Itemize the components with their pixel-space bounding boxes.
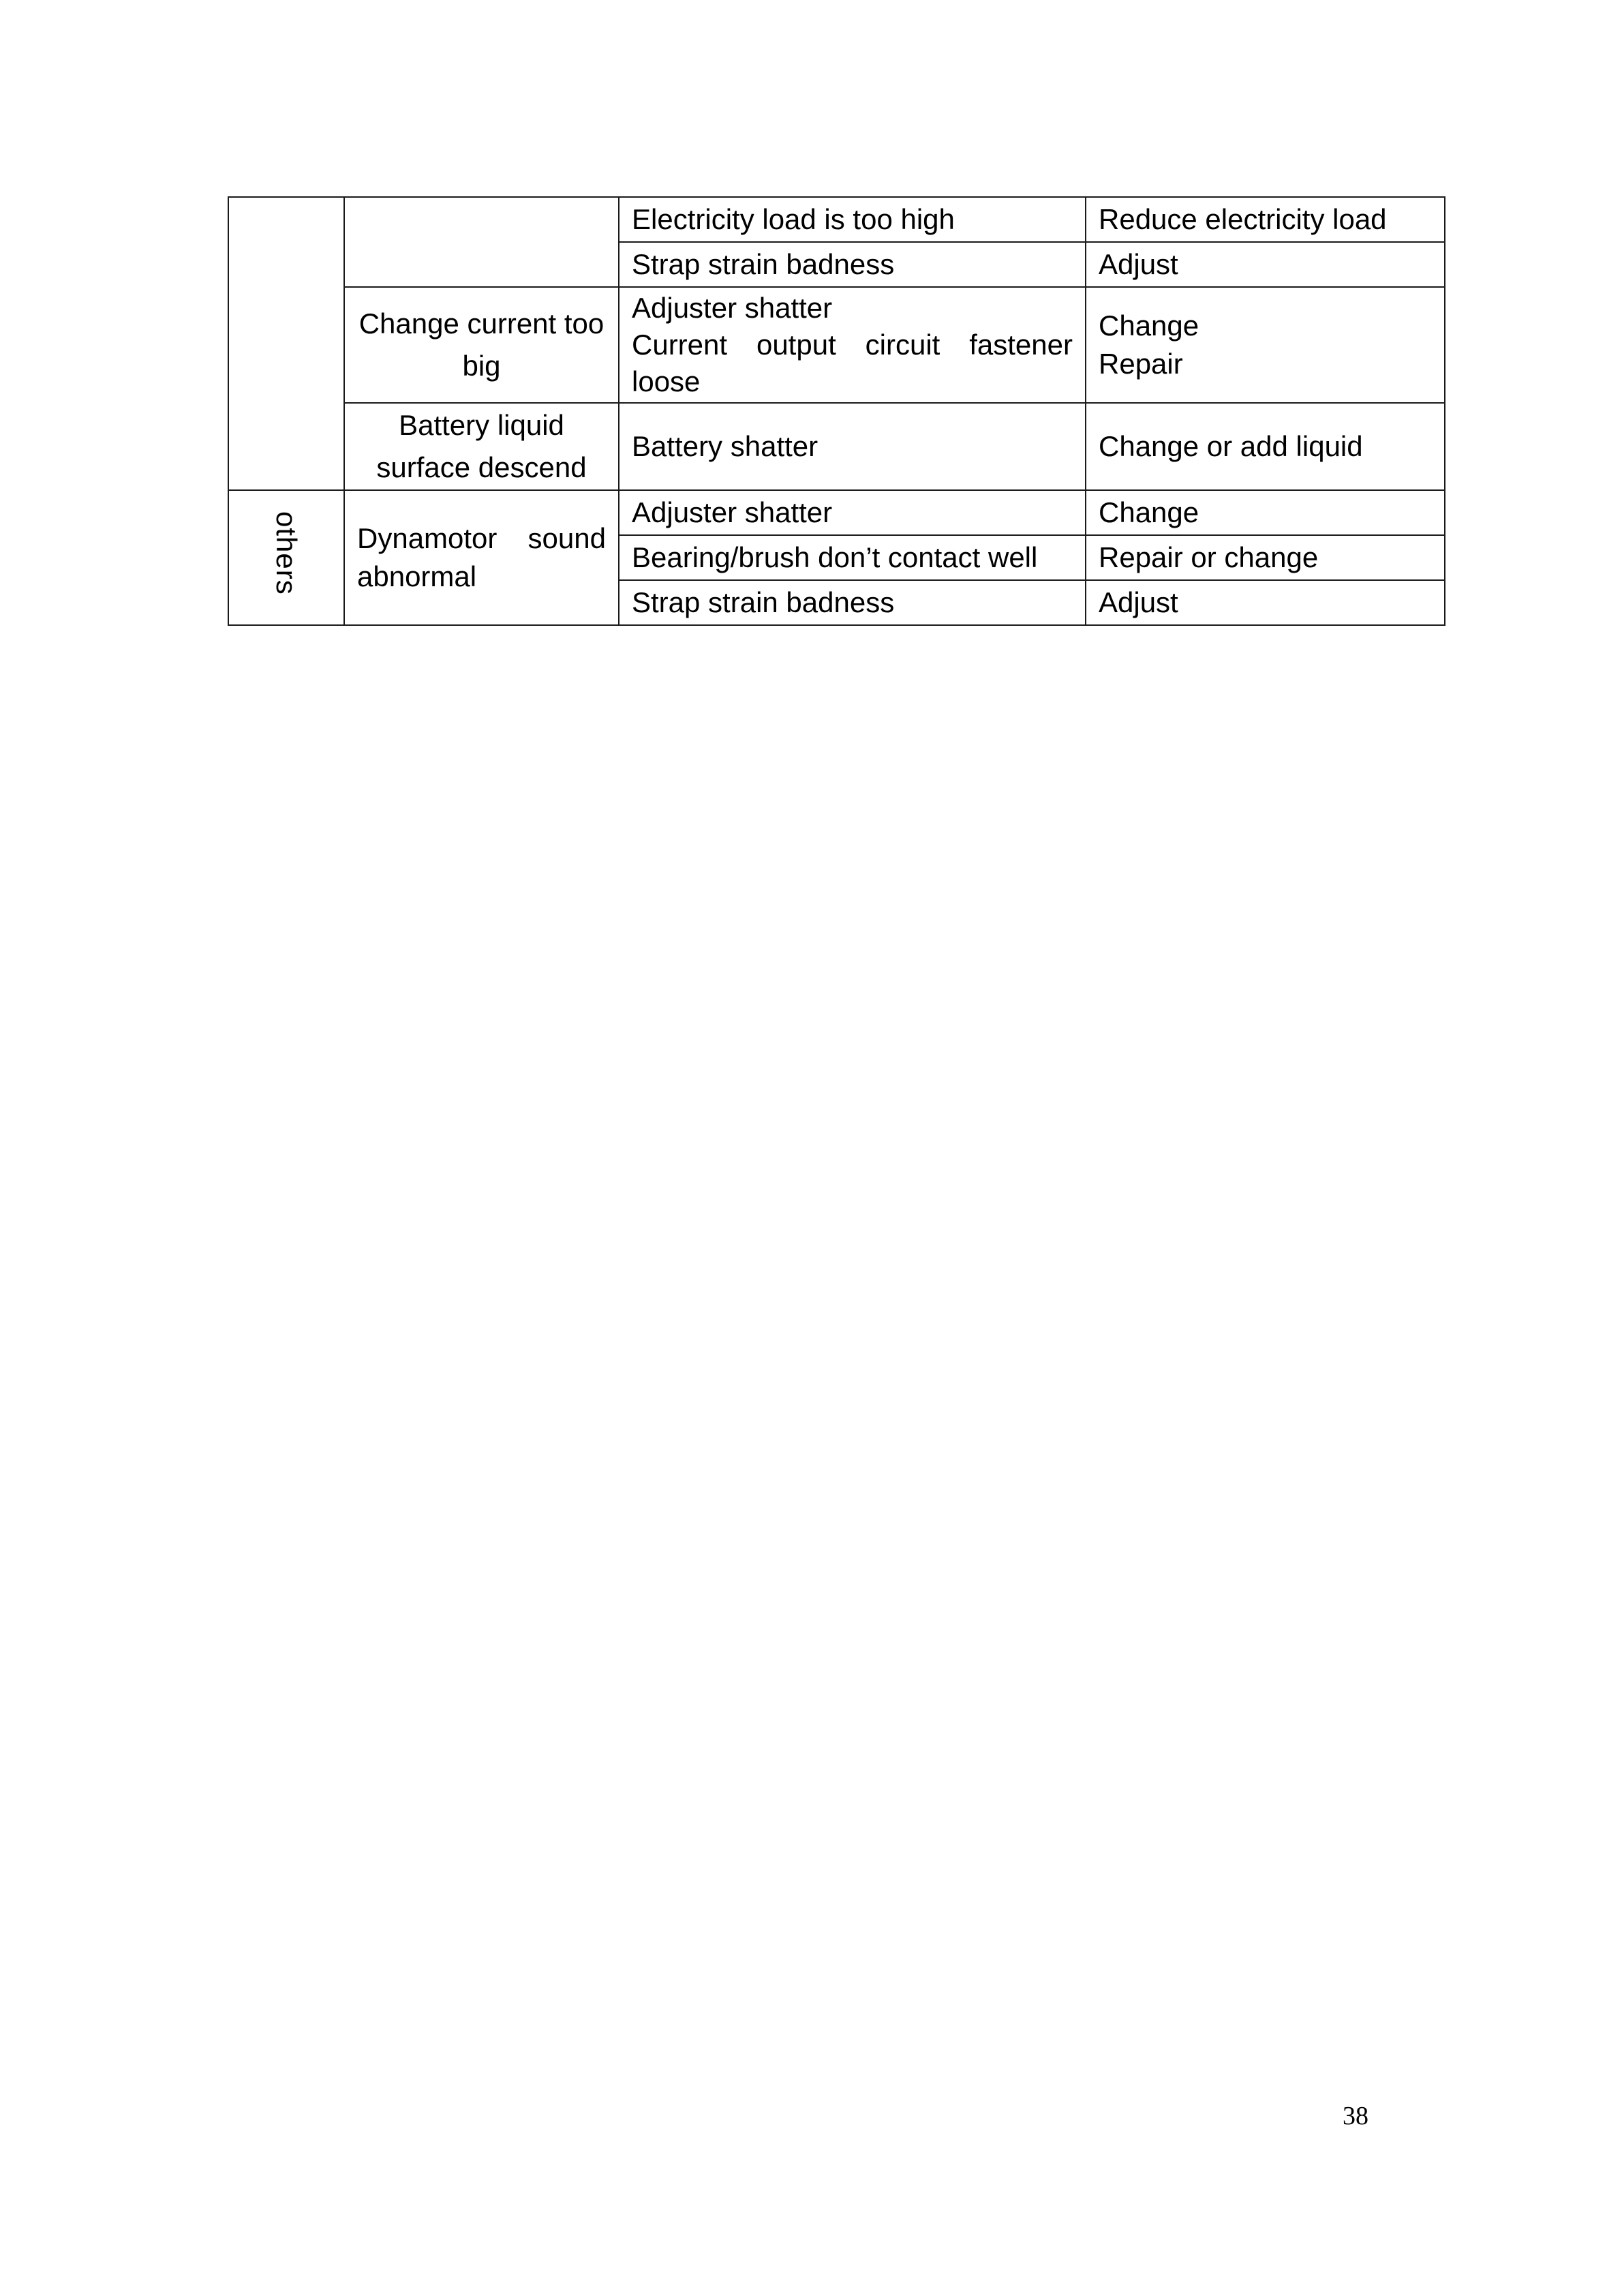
- symptom-cell: Change current too big: [344, 287, 619, 403]
- table-row: [228, 403, 1445, 490]
- remedy-cell: [1086, 287, 1445, 403]
- remedy-cell: Change or add liquid: [1086, 403, 1445, 490]
- troubleshooting-table: [228, 196, 1445, 626]
- remedy-cell: Reduce electricity load: [1086, 197, 1445, 242]
- page-number: 38: [1343, 2102, 1368, 2130]
- symptom-cell: [344, 490, 619, 625]
- cause-cell: Strap strain badness: [619, 242, 1086, 287]
- remedy-cell: Change: [1086, 490, 1445, 535]
- cause-cell: [619, 287, 1086, 403]
- remedy-cell: Adjust: [1086, 580, 1445, 625]
- symptom-line: Battery liquid: [399, 409, 564, 441]
- cause-line-text: Current output circuit fastener: [632, 329, 1073, 361]
- category-cell-empty: [228, 197, 344, 490]
- remedy-cell: Adjust: [1086, 242, 1445, 287]
- cause-cell: Adjuster shatter: [619, 490, 1086, 535]
- cause-cell: Strap strain badness: [619, 580, 1086, 625]
- cause-cell: Bearing/brush don’t contact well: [619, 535, 1086, 580]
- symptom-cell-empty: [344, 197, 619, 287]
- category-label: others: [271, 511, 303, 595]
- symptom-line: surface descend: [376, 451, 587, 483]
- symptom-line: abnormal: [357, 560, 477, 592]
- remedy-cell: Repair or change: [1086, 535, 1445, 580]
- cause-cell: Electricity load is too high: [619, 197, 1086, 242]
- cause-line: [632, 327, 1073, 363]
- category-cell: [228, 490, 344, 625]
- table-row: [228, 197, 1445, 242]
- symptom-cell: [344, 403, 619, 490]
- remedy-line: Repair: [1099, 348, 1183, 380]
- cause-line: loose: [632, 365, 701, 397]
- symptom-line: Dynamotor sound: [357, 522, 606, 554]
- cause-line: Adjuster shatter: [632, 292, 833, 324]
- remedy-line: Change: [1099, 309, 1199, 342]
- table-row: [228, 490, 1445, 535]
- table-row: [228, 287, 1445, 403]
- cause-cell: Battery shatter: [619, 403, 1086, 490]
